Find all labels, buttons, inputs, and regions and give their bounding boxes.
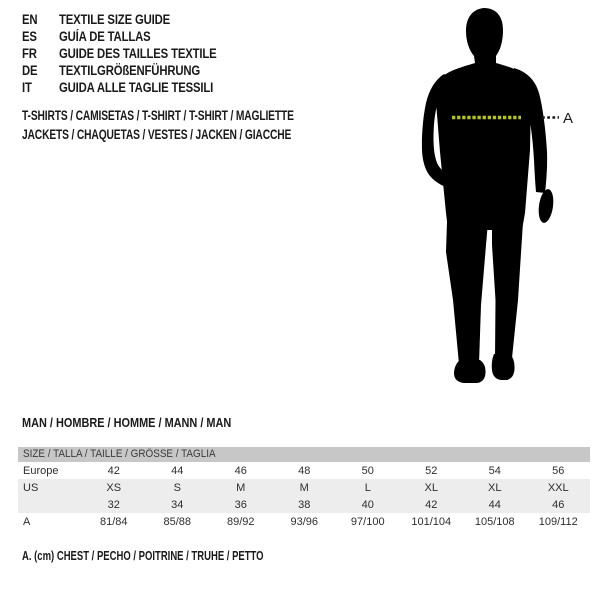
size-value: 44 [488,498,501,511]
language-code: IT [22,80,32,95]
size-value: XL [424,481,438,494]
man-silhouette-right-shoe [492,354,515,380]
measure-label-a: A [563,110,574,127]
size-value: 93/96 [290,515,319,528]
language-label: TEXTILE SIZE GUIDE [59,12,171,27]
size-value: M [236,481,246,494]
language-code: EN [22,12,38,27]
size-table [18,447,590,530]
size-value: 85/88 [163,515,192,528]
row-label: US [23,481,39,494]
size-value: 44 [171,464,184,477]
language-row-de [22,62,247,79]
size-value: 42 [107,464,120,477]
language-list [22,11,247,96]
language-label: GUIDA ALLE TAGLIE TESSILI [59,80,214,95]
size-value: 54 [488,464,501,477]
table-row-chest-a [18,513,590,530]
language-code: DE [22,63,38,78]
language-code: FR [22,46,37,61]
garment-categories [22,106,380,144]
category-line-tshirts: T-SHIRTS / CAMISETAS / T-SHIRT / T-SHIRT / MAGLIETTE [22,108,294,123]
size-value: 36 [234,498,247,511]
language-code: ES [22,29,37,44]
man-silhouette-left-leg [446,222,488,364]
size-value: 38 [298,498,311,511]
size-value: 109/112 [538,515,578,528]
size-value: XL [488,481,502,494]
size-value: 97/100 [350,515,385,528]
row-label: A [23,515,31,528]
size-value: 46 [234,464,247,477]
table-row-us [18,479,590,496]
size-value: 34 [171,498,184,511]
man-silhouette-right-hand [537,188,556,224]
language-label: GUÍA DE TALLAS [59,29,151,44]
size-value: 101/104 [411,515,452,528]
size-value: S [173,481,181,494]
size-value: XXL [547,481,569,494]
size-value: 81/84 [99,515,128,528]
man-silhouette-left-shoe [454,360,486,383]
language-row-es [22,28,247,45]
row-label: Europe [23,464,59,477]
size-value: 32 [107,498,120,511]
language-label: GUIDE DES TAILLES TEXTILE [59,46,217,61]
table-row-uk [18,496,590,513]
language-label: TEXTILGRÖßENFÜHRUNG [59,63,201,78]
size-value: 105/108 [474,515,515,528]
size-value: M [299,481,309,494]
language-row-en [22,11,247,28]
table-row-europe [18,462,590,479]
size-value: 50 [361,464,374,477]
size-value: 48 [298,464,311,477]
size-value: 40 [361,498,374,511]
language-row-fr [22,45,247,62]
size-value: L [364,481,371,494]
size-value: 46 [552,498,565,511]
category-line-jackets: JACKETS / CHAQUETAS / VESTES / JACKEN / GIACCHE [22,127,292,142]
size-value: 42 [425,498,438,511]
language-row-it [22,79,247,96]
section-title-man: MAN / HOMBRE / HOMME / MANN / MAN [22,415,232,430]
size-table-header: SIZE / TALLA / TAILLE / GRÖSSE / TAGLIA [18,447,590,462]
man-silhouette-figure [400,0,600,420]
size-value: 89/92 [226,515,255,528]
size-value: 56 [552,464,565,477]
measure-footnote: A. (cm) CHEST / PECHO / POITRINE / TRUHE / PETTO [22,549,264,563]
man-silhouette-right-leg [492,222,523,358]
size-value: 52 [425,464,438,477]
size-value: XS [106,481,122,494]
